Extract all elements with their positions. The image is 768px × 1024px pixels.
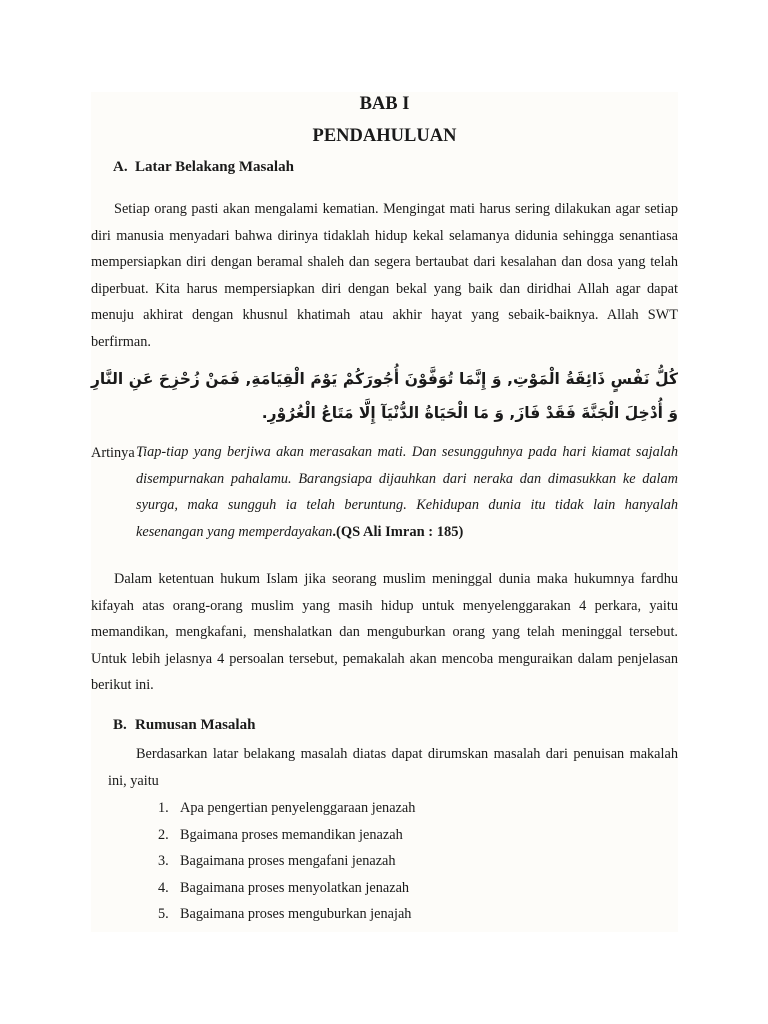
- list-item-text: Bagaimana proses menyolatkan jenazah: [180, 879, 410, 896]
- verse-reference: .(QS Ali Imran : 185): [332, 523, 464, 540]
- list-item-text: Bagaimana proses mengafani jenazah: [180, 853, 396, 869]
- problem-paragraph: Berdasarkan latar belakang masalah diatas dapat dirumskan masalah dari penuisan makalah ini, yaitu: [108, 746, 678, 789]
- section-a-letter: A.: [113, 159, 128, 175]
- list-item-number: 2.: [158, 826, 169, 843]
- list-item-text: Apa pengertian penyelenggaraan jenazah: [180, 800, 416, 816]
- section-a-title: [113, 159, 294, 176]
- chapter-title: PENDAHULUAN: [312, 126, 457, 146]
- translation-body: Tiap-tiap yang berjiwa akan merasakan mati. Dan sesungguhnya pada hari kiamat sajalah disempurnakan pahalamu. Barangsiapa dijauhkan dari neraka dan dimasukkan ke dalam syurga, maka sungguh ia telah beruntung. Kehidupan dunia itu tidak lain hanyalah kesenangan yang memperdayakan: [136, 444, 678, 540]
- list-item-number: 4.: [158, 879, 169, 896]
- list-item: [158, 875, 658, 902]
- list-item-number: 5.: [158, 906, 169, 922]
- list-item-text: Bgaimana proses memandikan jenazah: [180, 826, 403, 843]
- section-b-title-text: Rumusan Masalah: [135, 717, 256, 733]
- list-item-number: 1.: [158, 800, 169, 816]
- section-b-title: [113, 717, 255, 734]
- quran-verse-arabic: كُلُّ نَفْسٍ ذَائِقَةُ الْمَوْتِ, وَ إِنَّمَا تُوَفَّوْنَ أُجُورَكُمْ يَوْمَ الْقِيَامَةِ, فَمَنْ زُحْزِحَ عَنِ النَّارِ وَ أُدْخِلَ الْجَنَّةَ فَقَدْ فَازَ, وَ مَا الْحَيَاةُ الدُّنْيَآ إِلَّا مَتَاعُ الْغُرُوْرِ.: [91, 370, 678, 422]
- list-item: [158, 795, 658, 822]
- section-a-title-text: Latar Belakang Masalah: [135, 159, 294, 175]
- document-page: [91, 92, 678, 932]
- translation-text: [136, 439, 678, 545]
- list-item: [158, 848, 658, 875]
- background-paragraph-2: Dalam ketentuan hukum Islam jika seorang muslim meninggal dunia maka hukumnya fardhu kifayah atas orang-orang muslim yang masih hidup untuk menyelenggarakan 4 perkara, yaitu memandikan, mengkafani, menshalatkan dan menguburkan orang yang telah meninggal tersebut. Untuk lebih jelasnya 4 persoalan tersebut, pemakalah akan mencoba menguraikan dalam penjelasan berikut ini.: [91, 571, 678, 693]
- chapter-heading: BAB I: [359, 94, 410, 114]
- list-item: [158, 901, 658, 928]
- list-item: [158, 822, 658, 849]
- problem-list: [158, 795, 658, 928]
- list-item-number: 3.: [158, 853, 169, 869]
- section-b-letter: B.: [113, 717, 127, 733]
- translation-label: Artinya :: [91, 445, 143, 461]
- background-paragraph-1: Setiap orang pasti akan mengalami kematian. Mengingat mati harus sering dilakukan agar setiap diri manusia menyadari bahwa dirinya tidaklah hidup kekal selamanya didunia sehingga senantiasa mempersiapkan diri dengan beramal shaleh dan segera bertaubat dari kesalahan dan dosa yang telah diperbuat. Kita harus mempersiapkan diri dengan bekal yang baik dan diridhai Allah agar dapat menuju akhirat dengan khusnul khatimah atau akhir hayat yang sebaik-baiknya. Allah SWT berfirman.: [91, 201, 678, 350]
- list-item-text: Bagaimana proses menguburkan jenajah: [180, 906, 412, 922]
